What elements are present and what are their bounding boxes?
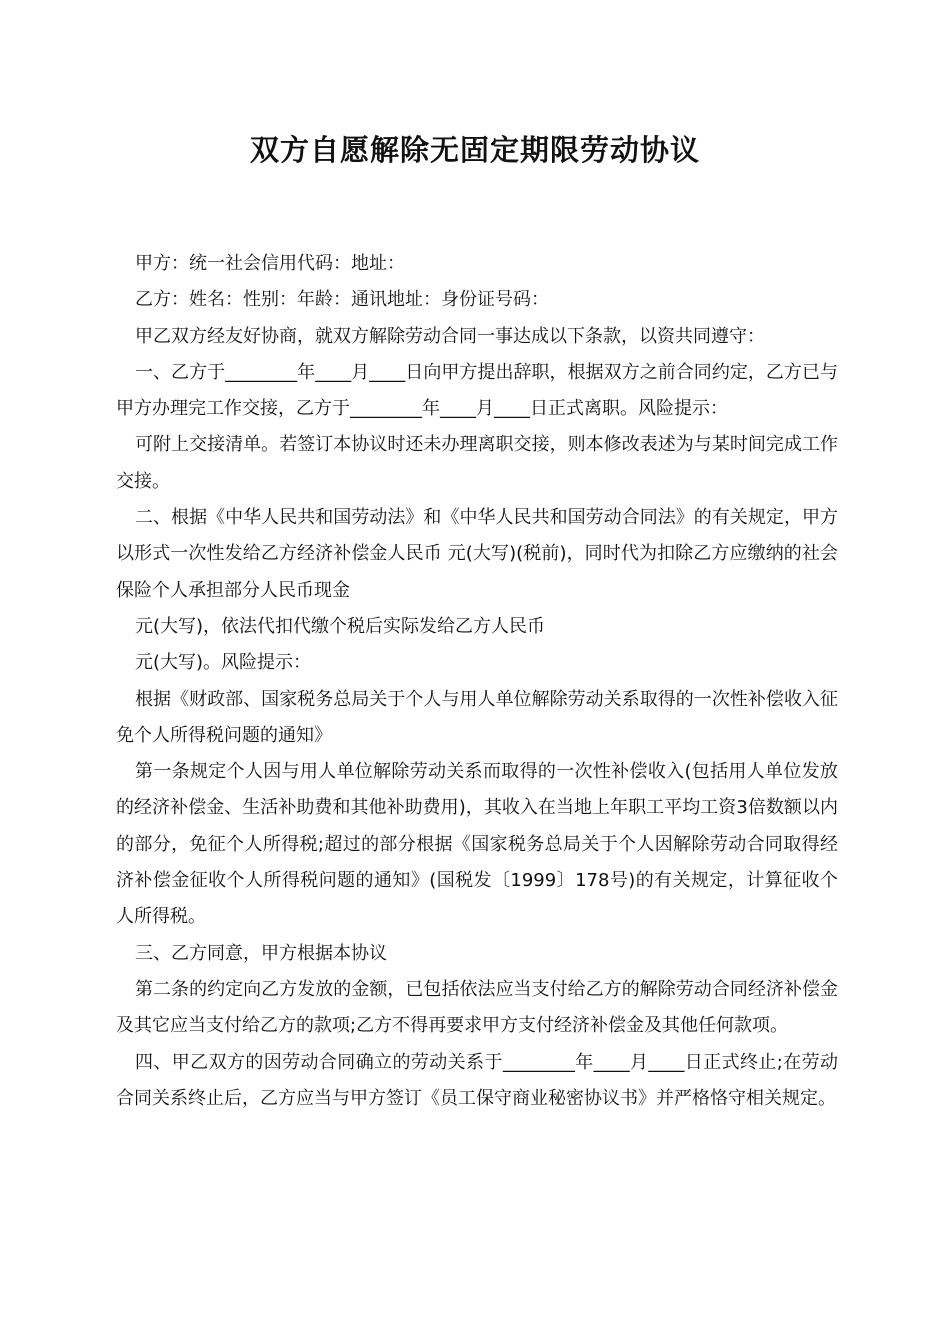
preamble-paragraph: 甲乙双方经友好协商，就双方解除劳动合同一事达成以下条款，以资共同遵守： xyxy=(135,325,765,347)
clause-1-risk-note: 可附上交接清单。若签订本协议时还未办理离职交接，则本修改表述为与某时间完成工作交接。 xyxy=(116,434,838,492)
party-b-line: 乙方：姓名：性别：年龄：通讯地址：身份证号码： xyxy=(135,289,549,311)
clause-3-paragraph: 三、乙方同意，甲方根据本协议 xyxy=(135,942,387,964)
tax-notice-reference: 根据《财政部、国家税务总局关于个人与用人单位解除劳动关系取得的一次性补偿收入征免个人所得税问题的通知》 xyxy=(116,688,838,746)
party-a-line: 甲方：统一社会信用代码：地址： xyxy=(135,253,405,274)
tax-notice-article-1: 第一条规定个人因与用人单位解除劳动关系而取得的一次性补偿收入(包括用人单位发放的经济补偿金、生活补助费和其他补助费用)，其收入在当地上年职工平均工资3倍数额以内的部分，免征个人所得税;超过的部分根据《国家税务总局关于个人因解除劳动合同取得经济补偿金征收个人所得税问题的通知》(国税发〔1999〕178号)的有关规定，计算征收个人所得税。 xyxy=(116,761,838,928)
document-body xyxy=(116,246,838,1117)
clause-2-continued: 元(大写)，依法代扣代缴个税后实际发给乙方人民币 xyxy=(135,615,546,637)
clause-2-risk-label: 元(大写)。风险提示： xyxy=(135,652,312,674)
clause-3-continued: 第二条的约定向乙方发放的金额，已包括依法应当支付给乙方的解除劳动合同经济补偿金及其它应当支付给乙方的款项;乙方不得再要求甲方支付经济补偿金及其他任何款项。 xyxy=(116,978,838,1037)
clause-4-paragraph: 四、甲乙双方的因劳动合同确立的劳动关系于________年____月____日正式终止;在劳动合同关系终止后，乙方应当与甲方签订《员工保守商业秘密协议书》并严格恪守相关规定。 xyxy=(116,1051,838,1109)
document-title: 双方自愿解除无固定期限劳动协议 xyxy=(249,133,700,167)
clause-1-paragraph: 一、乙方于________年____月____日向甲方提出辞职，根据双方之前合同约定，乙方已与甲方办理完工作交接，乙方于________年____月____日正式离职。风险提示： xyxy=(116,361,838,420)
clause-2-paragraph: 二、根据《中华人民共和国劳动法》和《中华人民共和国劳动合同法》的有关规定，甲方以形式一次性发给乙方经济补偿金人民币 元(大写)(税前)，同时代为扣除乙方应缴纳的社会保险个人承担部分人民币现金 xyxy=(116,507,838,601)
